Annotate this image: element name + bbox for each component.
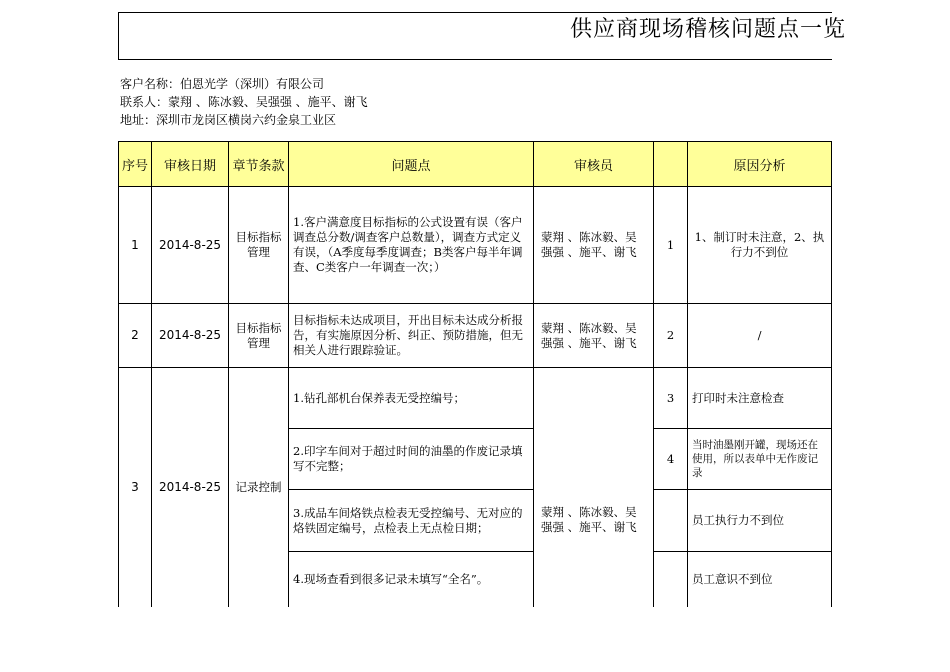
customer-name: 客户名称：伯恩光学（深圳）有限公司 [120,77,325,91]
row1-clause: 目标指标管理 [235,230,282,259]
row3-issue-1: 1.钻孔部机台保养表无受控编号； [293,390,465,405]
row3-clause: 记录控制 [235,480,282,494]
row3-cause-4: 员工意识不到位 [692,572,773,586]
row1-date: 2014-8-25 [158,237,222,252]
header-auditor: 审核员 [534,142,653,186]
grid-line [118,141,832,142]
row2-cause: / [757,328,762,342]
row3-date: 2014-8-25 [158,480,222,494]
row1-index: 1 [666,237,675,252]
contact-persons: 联系人：蒙翔 、陈冰毅、吴强强 、施平、谢飞 [120,95,368,109]
row2-clause: 目标指标管理 [235,320,282,350]
title-bottom-border [118,59,832,60]
row3-issue-2: 2.印字车间对于超过时间的油墨的作废记录填写不完整； [293,444,523,473]
header-no: 序号 [119,142,151,186]
row3-issue-4: 4.现场查看到很多记录未填写“全名”。 [293,572,489,586]
row2-date: 2014-8-25 [158,328,222,342]
page-title: 供应商现场稽核问题点一览 [570,17,847,42]
row3-cause-2: 当时油墨刚开罐，现场还在使用，所以表单中无作废记录 [692,439,818,479]
row1-cause: 1、制订时未注意，2、执行力不到位 [694,230,825,259]
row3-auditor: 蒙翔 、陈冰毅、吴强强 、施平、谢飞 [541,505,637,534]
row3-no: 3 [131,480,139,494]
header-clause: 章节条款 [229,142,288,186]
title-left-border [118,12,119,60]
row1-issue: 1.客户满意度目标指标的公式设置有误（客户调查总分数/调查客户总数量），调查方式定义有误，（A季度每季度调查；B类客户每半年调查、C类客户一年调查一次；） [293,215,523,274]
address: 地址：深圳市龙岗区横岗六约金泉工业区 [120,113,337,127]
row3-index-1: 3 [666,390,675,405]
header-date: 审核日期 [152,142,228,186]
row2-index: 2 [666,328,675,342]
row1-no: 1 [131,237,139,252]
row3-cause-1: 打印时未注意检查 [692,390,784,405]
header-cause: 原因分析 [688,142,831,186]
grid-line [831,141,832,607]
row3-cause-3: 员工执行力不到位 [692,513,784,527]
row3-issue-3: 3.成品车间烙铁点检表无受控编号、无对应的烙铁固定编号，点检表上无点检日期； [293,505,523,535]
row2-auditor: 蒙翔 、陈冰毅、吴强强 、施平、谢飞 [541,320,637,350]
header-index [654,142,687,186]
row1-auditor: 蒙翔 、陈冰毅、吴强强 、施平、谢飞 [541,230,637,259]
header-issue: 问题点 [289,142,533,186]
row2-no: 2 [131,328,139,342]
row2-issue: 目标指标未达成项目，开出目标未达成分析报告，有实施原因分析、纠正、预防措施，但无相关人进行跟踪验证。 [293,313,523,357]
row3-index-2: 4 [666,451,675,466]
